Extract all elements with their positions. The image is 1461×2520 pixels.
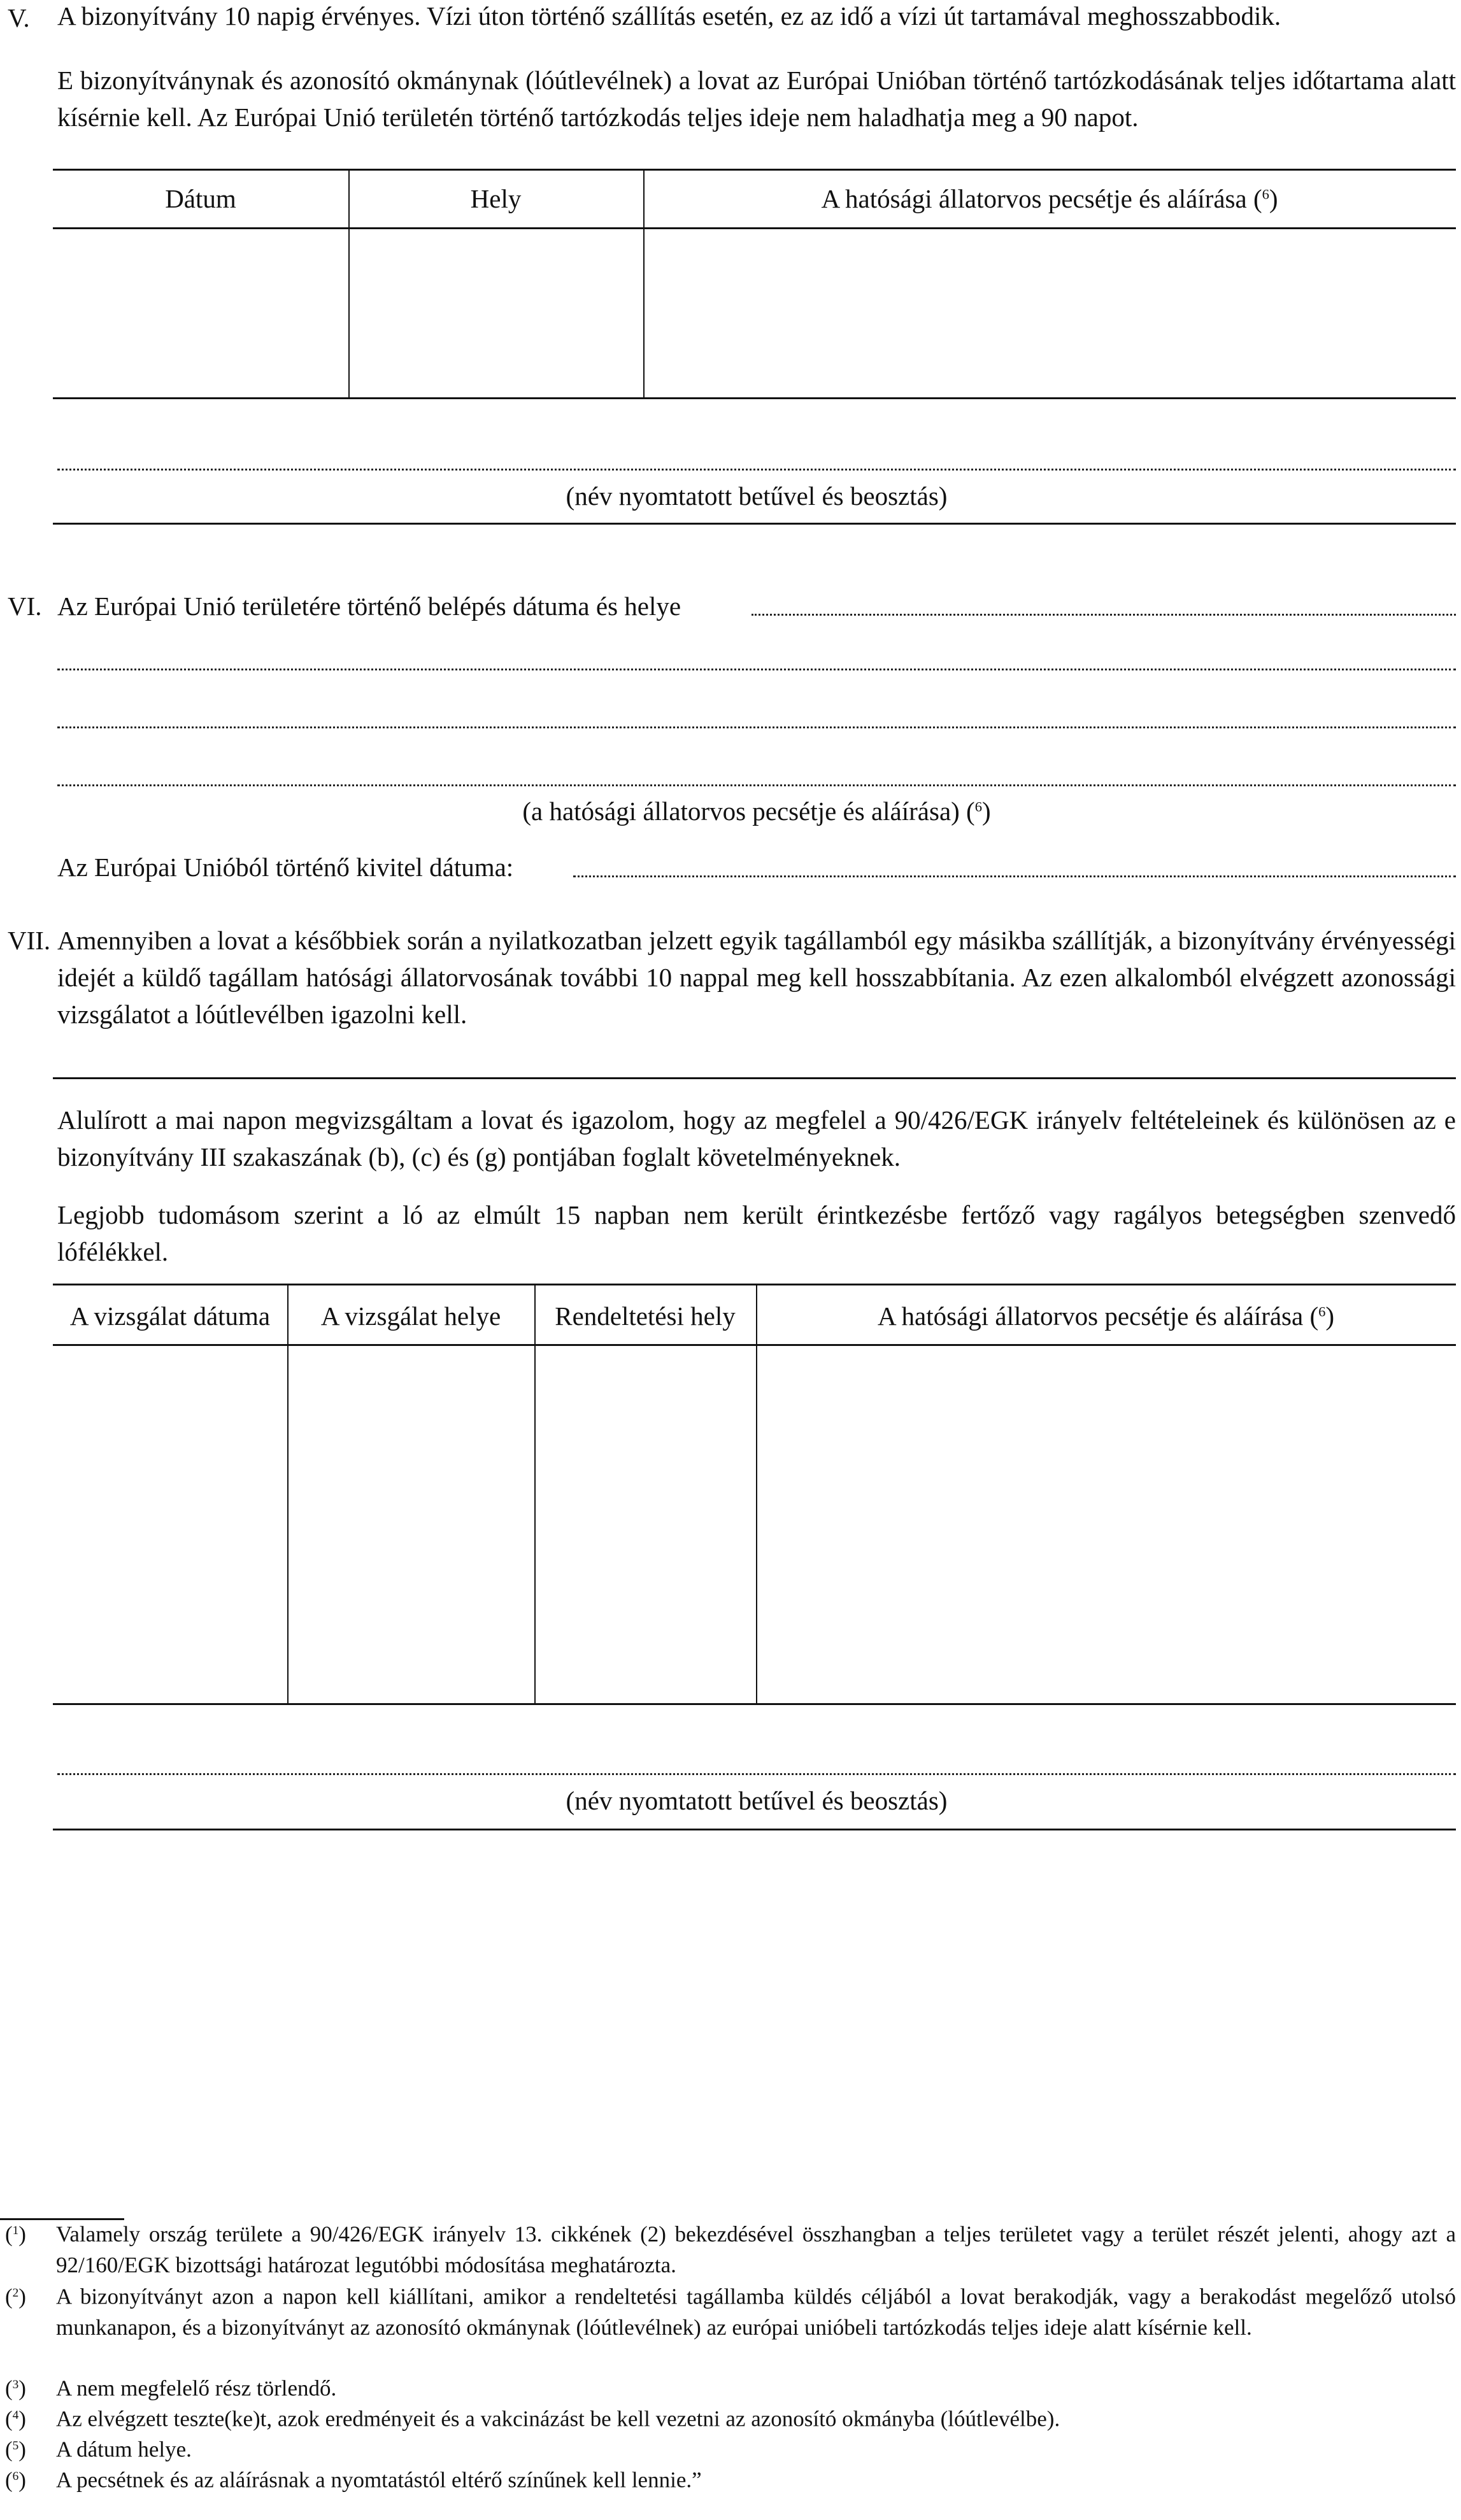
name-caption: (név nyomtatott betűvel és beosztás) bbox=[566, 1786, 948, 1815]
vet-signature-header-text: A hatósági állatorvos pecsétje és aláírása bbox=[877, 1301, 1304, 1331]
footnote-ref: 6 bbox=[1262, 186, 1269, 202]
footnote-3: ($^3$) A nem megfelelő rész törlendő. bbox=[5, 2375, 337, 2401]
footnote-text: A dátum helye. bbox=[56, 2437, 192, 2462]
signature-header-text: A hatósági állatorvos pecsétje és aláírása bbox=[821, 184, 1247, 213]
column-header-vet-signature: A hatósági állatorvos pecsétje és aláírása ($^6$) bbox=[877, 1301, 1335, 1331]
footnote-text: A nem megfelelő rész törlendő. bbox=[56, 2375, 337, 2401]
name-caption: (név nyomtatott betűvel és beosztás) bbox=[566, 481, 948, 511]
declaration-no-contact: Legjobb tudomásom szerint a ló az elmúlt 15 napban nem került érintkezésbe fertőző vagy ragályos betegségben szenvedő lófélékkel. bbox=[57, 1200, 1456, 1266]
section-vii-number: VII. bbox=[8, 926, 51, 955]
name-dotted-line[interactable] bbox=[57, 1773, 1456, 1775]
stamp-caption: (a hatósági állatorvos pecsétje és aláírása) ($^6$) bbox=[522, 796, 991, 826]
export-date-dotted-line[interactable] bbox=[573, 875, 1456, 877]
footnote-2: ($^2$) A bizonyítványt azon a napon kell kiállítani, amikor a rendeltetési tagállamba küldés céljából a lovat berakodják, vagy a berakodást megelőző utolsó munkanapon, és a bizonyítványt az azonosító okmánynak (lóútlevélnek) az európai unióbeli tartózkodás teljes ideje alatt kísérnie kell. bbox=[5, 2284, 1456, 2340]
stamp-caption-text: (a hatósági állatorvos pecsétje és aláírása) bbox=[522, 796, 960, 826]
exam-place-field[interactable] bbox=[289, 1346, 534, 1703]
entry-date-place-label: Az Európai Unió területére történő belépés dátuma és helye bbox=[57, 591, 681, 621]
destination-field[interactable] bbox=[536, 1346, 756, 1703]
declaration-examination: Alulírott a mai napon megvizsgáltam a lovat és igazolom, hogy az megfelel a 90/426/EGK irányelv feltételeinek és különösen az e bizonyítvány III szakaszának (b), (c) és (g) pontjában foglalt követelményeknek. bbox=[57, 1105, 1456, 1172]
column-header-exam-date: A vizsgálat dátuma bbox=[69, 1301, 271, 1331]
footnote-mark: 5 bbox=[12, 2439, 19, 2453]
footnote-ref: 6 bbox=[1318, 1303, 1326, 1320]
footnote-text: A pecsétnek és az aláírásnak a nyomtatástól eltérő színűnek kell lennie.” bbox=[56, 2467, 702, 2493]
section-v-accompany-text: E bizonyítványnak és azonosító okmánynak (lóútlevélnek) a lovat az Európai Unióban történő tartózkodásának teljes időtartama alatt kísérnie kell. Az Európai Unió területén történő tartózkodás teljes ideje nem haladhatja meg a 90 napot. bbox=[57, 66, 1456, 132]
exam-date-field[interactable] bbox=[53, 1346, 287, 1703]
section-vii-extension-text: Amennyiben a lovat a későbbiek során a nyilatkozatban jelzett egyik tagállamból egy másikba szállítják, a bizonyítvány érvényességi idejét a küldő tagállam hatósági állatorvosának további 10 nappal meg kell hosszabbítania. Az ezen alkalomból elvégzett azonossági vizsgálatot a lóútlevélben igazolni kell. bbox=[57, 926, 1456, 1029]
footnote-ref: 6 bbox=[974, 798, 982, 815]
export-date-label: Az Európai Unióból történő kivitel dátuma: bbox=[57, 853, 514, 882]
entry-dotted-line[interactable] bbox=[752, 614, 1456, 616]
footnote-mark: 3 bbox=[12, 2378, 19, 2391]
footnote-text: Valamely ország területe a 90/426/EGK irányelv 13. cikkének (2) bekezdésével összhangban a teljes területet vagy a terület részét jelenti, ahogy azt a 92/160/EGK bizottsági határozat legutóbbi módosítása meghatározta. bbox=[56, 2221, 1456, 2277]
footnote-4: ($^4$) Az elvégzett teszte(ke)t, azok eredményeit és a vakcinázást be kell vezetni az azonosító okmányba (lóútlevélbe). bbox=[5, 2406, 1060, 2432]
footnote-mark: 2 bbox=[12, 2286, 19, 2300]
column-header-signature: A hatósági állatorvos pecsétje és aláírása ($^6$) bbox=[821, 184, 1278, 213]
column-header-destination: Rendeltetési hely bbox=[555, 1301, 736, 1331]
footnote-5: ($^5$) A dátum helye. bbox=[5, 2437, 192, 2462]
entry-dotted-line[interactable] bbox=[57, 726, 1456, 728]
signature-field[interactable] bbox=[645, 229, 1456, 397]
footnote-6: ($^6$) A pecsétnek és az aláírásnak a nyomtatástól eltérő színűnek kell lennie.” bbox=[5, 2467, 702, 2493]
place-field[interactable] bbox=[350, 229, 643, 397]
vet-signature-field[interactable] bbox=[757, 1346, 1456, 1703]
footnote-text: A bizonyítványt azon a napon kell kiállítani, amikor a rendeltetési tagállamba küldés céljából a lovat berakodják, vagy a berakodást megelőző utolsó munkanapon, és a bizonyítványt az azonosító okmánynak (lóútlevélnek) az európai unióbeli tartózkodás teljes ideje alatt kísérnie kell. bbox=[56, 2284, 1456, 2340]
entry-dotted-line[interactable] bbox=[57, 784, 1456, 786]
section-vi-number: VI. bbox=[8, 591, 42, 621]
footnote-text: Az elvégzett teszte(ke)t, azok eredményeit és a vakcinázást be kell vezetni az azonosító okmányba (lóútlevélbe). bbox=[56, 2406, 1060, 2432]
footnote-mark: 6 bbox=[12, 2470, 19, 2483]
section-v-number: V. bbox=[8, 3, 30, 32]
column-header-date: Dátum bbox=[165, 184, 236, 213]
column-header-exam-place: A vizsgálat helye bbox=[320, 1301, 501, 1331]
entry-dotted-line[interactable] bbox=[57, 669, 1456, 670]
name-dotted-line[interactable] bbox=[57, 469, 1456, 471]
section-v-validity-text: A bizonyítvány 10 napig érvényes. Vízi úton történő szállítás esetén, ez az idő a vízi út tartamával meghosszabbodik. bbox=[57, 1, 1281, 31]
date-field[interactable] bbox=[53, 229, 348, 397]
footnote-1: ($^1$) Valamely ország területe a 90/426/EGK irányelv 13. cikkének (2) bekezdésével összhangban a teljes területet vagy a terület részét jelenti, ahogy azt a 92/160/EGK bizottsági határozat legutóbbi módosítása meghatározta. bbox=[5, 2221, 1456, 2277]
footnote-mark: 1 bbox=[12, 2224, 19, 2237]
column-header-place: Hely bbox=[470, 184, 522, 213]
footnote-mark: 4 bbox=[12, 2409, 19, 2422]
